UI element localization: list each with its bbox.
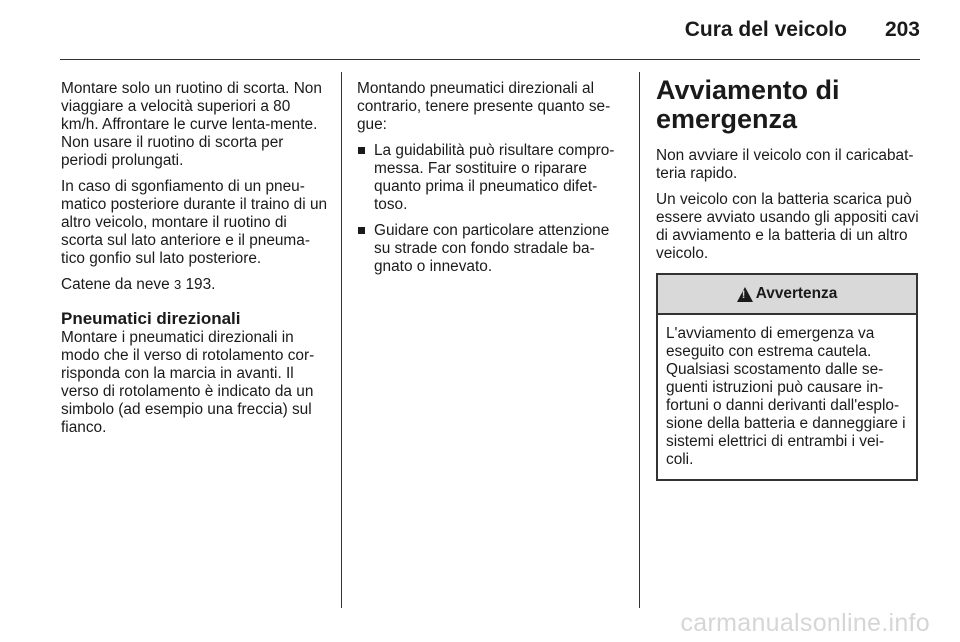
warning-triangle-icon <box>737 287 753 302</box>
paragraph-spare-wheel: Montare solo un ruotino di scorta. Non viaggiare a velocità superiori a 80 km/h. Affrontare le curve lenta-mente. Non usare il ruotino di scorta per periodi prolungati. <box>61 80 322 169</box>
warning-header <box>658 275 916 315</box>
list-item <box>357 142 623 214</box>
square-bullet-icon <box>358 147 365 154</box>
list-item-text: Guidare con particolare attenzione su strade con fondo stradale ba-gnato o innevato. <box>374 222 610 275</box>
watermark: carmanualsonline.info <box>680 609 930 637</box>
page-reference-arrow-icon: 3 <box>173 277 182 292</box>
page-number: 203 <box>884 18 920 41</box>
paragraph-towing: In caso di sgonfiamento di un pneu-matico posteriore durante il traino di un altro veicolo, montare il ruotino di scorta sul lato anteriore e il pneuma-tico gonfio sul lato posteriore. <box>61 178 328 267</box>
paragraph-directional-tyres: Montare i pneumatici direzionali in modo che il verso di rotolamento cor-risponda con la marcia in avanti. Il verso di rotolamento è indicato da un simbolo (ad esempio una freccia) sul fianco. <box>61 329 315 436</box>
column-1 <box>61 80 329 445</box>
section-title-header: Cura del veicolo <box>684 18 847 41</box>
column-3 <box>656 76 924 481</box>
warning-box <box>656 273 918 481</box>
column-divider-1 <box>341 72 342 608</box>
snow-chains-text: Catene da neve <box>61 276 170 293</box>
snow-chains-page-link[interactable]: 193. <box>185 276 216 293</box>
paragraph-jump-cables: Un veicolo con la batteria scarica può essere avviato usando gli appositi cavi di avviamento e la batteria di un altro veicolo. <box>656 191 919 262</box>
subheading-directional-tyres: Pneumatici direzionali <box>61 309 241 328</box>
paragraph-no-fast-charger: Non avviare il veicolo con il caricabat-teria rapido. <box>656 147 914 182</box>
bullet-list <box>357 142 623 276</box>
column-2 <box>357 80 623 284</box>
paragraph-snow-chains <box>61 276 329 294</box>
square-bullet-icon <box>358 227 365 234</box>
paragraph-reverse-mounting: Montando pneumatici direzionali al contrario, tenere presente quanto se-gue: <box>357 80 611 133</box>
warning-text: L'avviamento di emergenza va eseguito con estrema cautela. Qualsiasi scostamento dalle se-guenti istruzioni può causare in-fortuni o danni derivanti dall'esplo-sione della batteria e danneggiare i sistemi elettrici di entrambi i vei-coli. <box>666 325 906 468</box>
column-divider-2 <box>639 72 640 608</box>
page-header <box>685 18 920 42</box>
list-item-text: La guidabilità può risultare compro-messa. Far sostituire o riparare quanto prima il pneumatico difet-toso. <box>374 142 615 213</box>
header-divider <box>60 59 920 60</box>
section-title-jump-start: Avviamento di emergenza <box>656 75 840 134</box>
list-item <box>357 222 623 276</box>
warning-label: Avvertenza <box>755 285 838 302</box>
